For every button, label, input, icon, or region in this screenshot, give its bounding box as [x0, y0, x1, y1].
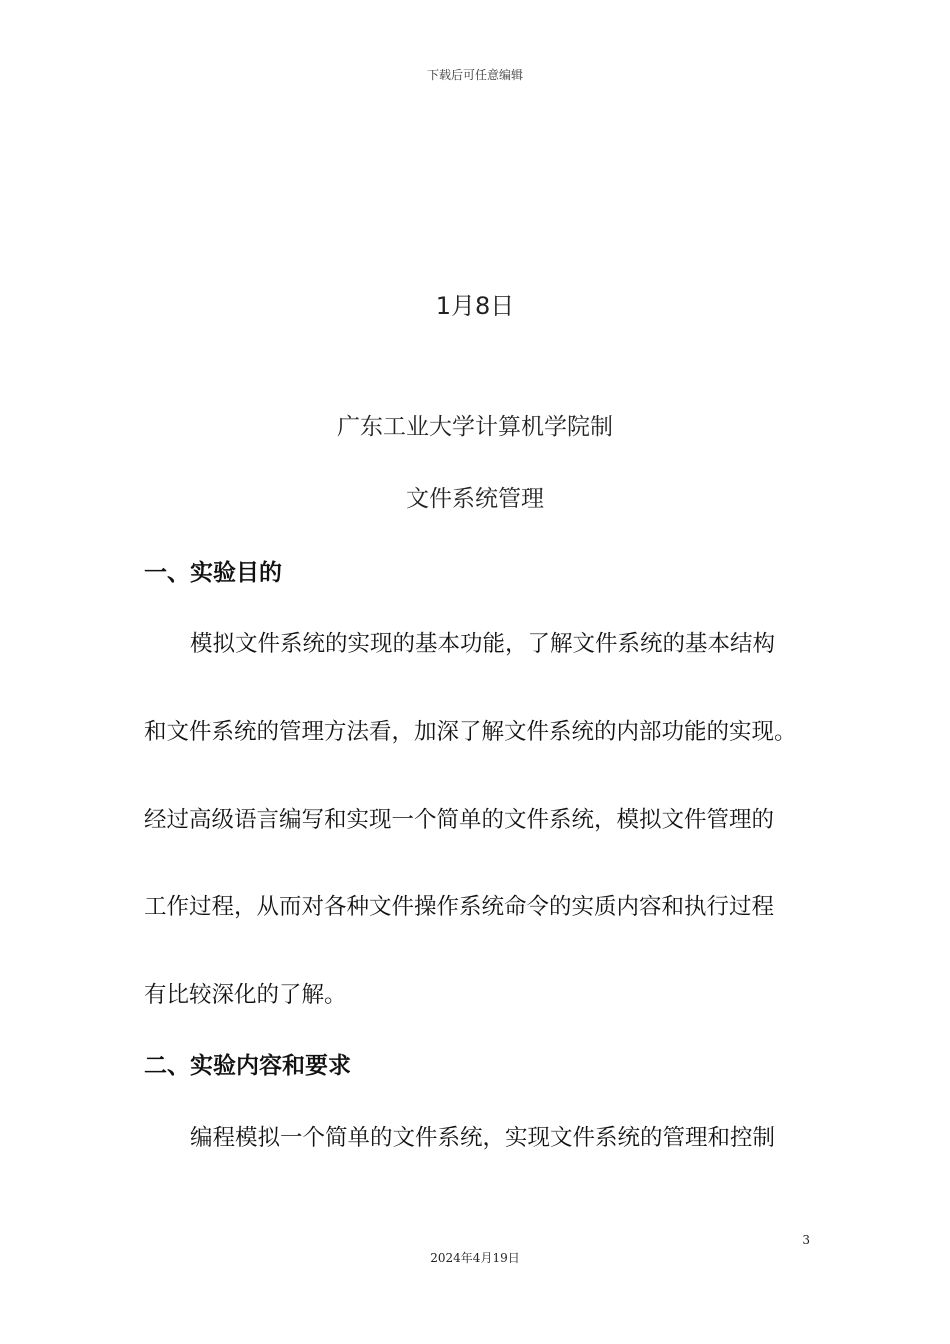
section-heading-content: 二、实验内容和要求: [144, 1053, 351, 1079]
cover-date: 1月8日: [435, 292, 515, 320]
section-heading-purpose: 一、实验目的: [144, 560, 282, 586]
footer-date: 2024年4月19日: [430, 1251, 520, 1265]
paragraph-line: 工作过程，从而对各种文件操作系统命令的实质内容和执行过程: [144, 894, 775, 920]
header-note: 下载后可任意编辑: [426, 68, 523, 82]
paragraph-line: 和文件系统的管理方法看，加深了解文件系统的内部功能的实现。: [144, 719, 797, 745]
paragraph-line: 经过高级语言编写和实现一个简单的文件系统，模拟文件管理的: [144, 807, 775, 833]
paragraph-line: 模拟文件系统的实现的基本功能，了解文件系统的基本结构: [190, 631, 776, 657]
paragraph-line: 有比较深化的了解。: [144, 982, 347, 1008]
paragraph-line: 编程模拟一个简单的文件系统，实现文件系统的管理和控制: [190, 1125, 776, 1151]
document-title: 文件系统管理: [406, 486, 544, 512]
page-number: 3: [802, 1233, 810, 1247]
organization-line: 广东工业大学计算机学院制: [337, 414, 613, 440]
